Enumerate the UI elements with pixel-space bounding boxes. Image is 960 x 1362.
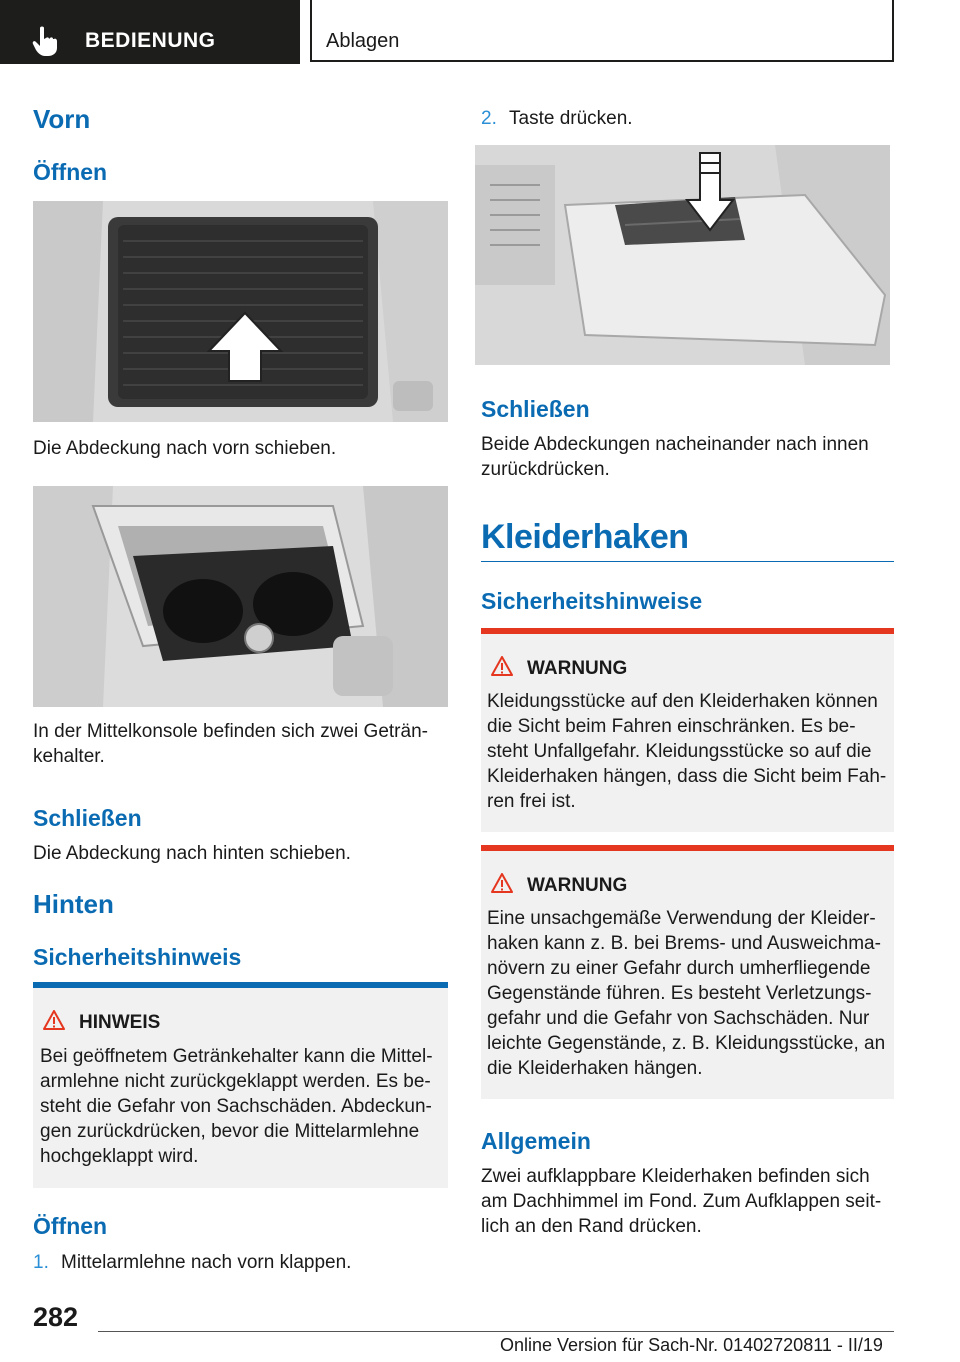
photo-console-cover: [33, 201, 448, 422]
heading-hinten: Hinten: [33, 889, 114, 919]
heading-allgemein: Allgemein: [481, 1128, 591, 1154]
notice-line: Kleiderhaken hängen, dass die Sicht beim Fah‐: [487, 766, 887, 787]
step-number: 2.: [481, 108, 497, 129]
warning-triangle-icon: [491, 656, 513, 676]
warning-triangle-icon: [491, 873, 513, 893]
notice-line: hochgeklappt wird.: [40, 1146, 199, 1167]
notice-bar: [481, 845, 894, 851]
notice-hinweis: [33, 982, 448, 1188]
step-text: Mittelarmlehne nach vorn klappen.: [61, 1252, 352, 1273]
notice-line: Gegenstände führen. Es besteht Verletzungs‐: [487, 983, 872, 1004]
notice-line: armlehne nicht zurückgeklappt werden. Es be‐: [40, 1071, 431, 1092]
notice-title: WARNUNG: [527, 875, 628, 896]
heading-sicherheitshinweise: Sicherheitshinweise: [481, 588, 703, 614]
hand-pointer-icon: [30, 24, 64, 58]
footer-rule: [98, 1331, 894, 1332]
schliessen-text-line1: Beide Abdeckungen nacheinander nach innen: [481, 434, 869, 455]
step-number: 1.: [33, 1252, 49, 1273]
notice-line: Eine unsachgemäße Verwendung der Kleider‐: [487, 908, 876, 929]
notice-bar: [481, 628, 894, 634]
page-number: 282: [33, 1302, 79, 1332]
notice-title: HINWEIS: [79, 1012, 161, 1033]
allgemein-line: am Dachhimmel im Fond. Zum Aufklappen seit‐: [481, 1191, 882, 1212]
notice-line: leichte Gegenstände, z. B. Kleidungsstücke, an: [487, 1033, 886, 1054]
photo-armrest-button: [475, 145, 890, 365]
notice-line: gefahr und die Gefahr von Sachschäden. Nur: [487, 1008, 870, 1029]
caption-img2-line2: kehalter.: [33, 746, 105, 767]
heading-oeffnen: Öffnen: [33, 159, 108, 185]
caption-img1: Die Abdeckung nach vorn schieben.: [33, 438, 337, 459]
notice-line: ren frei ist.: [487, 791, 576, 812]
heading-oeffnen-hinten: Öffnen: [33, 1213, 108, 1239]
heading-schliessen: Schließen: [481, 396, 590, 422]
warning-triangle-icon: [43, 1010, 65, 1030]
notice-line: die Sicht beim Fahren einschränken. Es be‐: [487, 716, 856, 737]
heading-kleiderhaken: Kleiderhaken: [481, 518, 689, 556]
notice-title: WARNUNG: [527, 658, 628, 679]
notice-line: steht Unfallgefahr. Kleidungsstücke so auf die: [487, 741, 872, 762]
notice-line: Bei geöffnetem Getränkehalter kann die Mittel‐: [40, 1046, 433, 1067]
notice-line: gen zurückdrücken, bevor die Mittelarmlehne: [40, 1121, 420, 1142]
section-rule: [481, 561, 894, 562]
notice-warnung-1: [481, 628, 894, 832]
notice-line: Kleidungsstücke auf den Kleiderhaken können: [487, 691, 878, 712]
caption-img2-line1: In der Mittelkonsole befinden sich zwei Geträn‐: [33, 721, 428, 742]
heading-vorn: Vorn: [33, 104, 91, 134]
notice-warnung-2: [481, 845, 894, 1099]
online-version-note: Online Version für Sach-Nr. 01402720811 - II/19: [500, 1335, 883, 1355]
heading-sicherheitshinweis: Sicherheitshinweis: [33, 944, 242, 970]
schliessen-text: Die Abdeckung nach hinten schieben.: [33, 843, 351, 864]
notice-line: növern zu einer Gefahr durch umherfliegende: [487, 958, 871, 979]
heading-schliessen: Schließen: [33, 805, 142, 831]
allgemein-line: Zwei aufklappbare Kleiderhaken befinden sich: [481, 1166, 870, 1187]
notice-line: die Kleiderhaken hängen.: [487, 1058, 703, 1079]
allgemein-line: lich an den Rand drücken.: [481, 1216, 702, 1237]
notice-bar: [33, 982, 448, 988]
chapter-label: BEDIENUNG: [85, 29, 216, 52]
schliessen-text-line2: zurückdrücken.: [481, 459, 610, 480]
notice-line: steht die Gefahr von Sachschäden. Abdeckun‐: [40, 1096, 432, 1117]
page-title: Ablagen: [326, 30, 400, 52]
step-text: Taste drücken.: [509, 108, 633, 129]
notice-line: haken kann z. B. bei Brems‐ und Ausweichma‐: [487, 933, 881, 954]
photo-cup-holders: [33, 486, 448, 707]
